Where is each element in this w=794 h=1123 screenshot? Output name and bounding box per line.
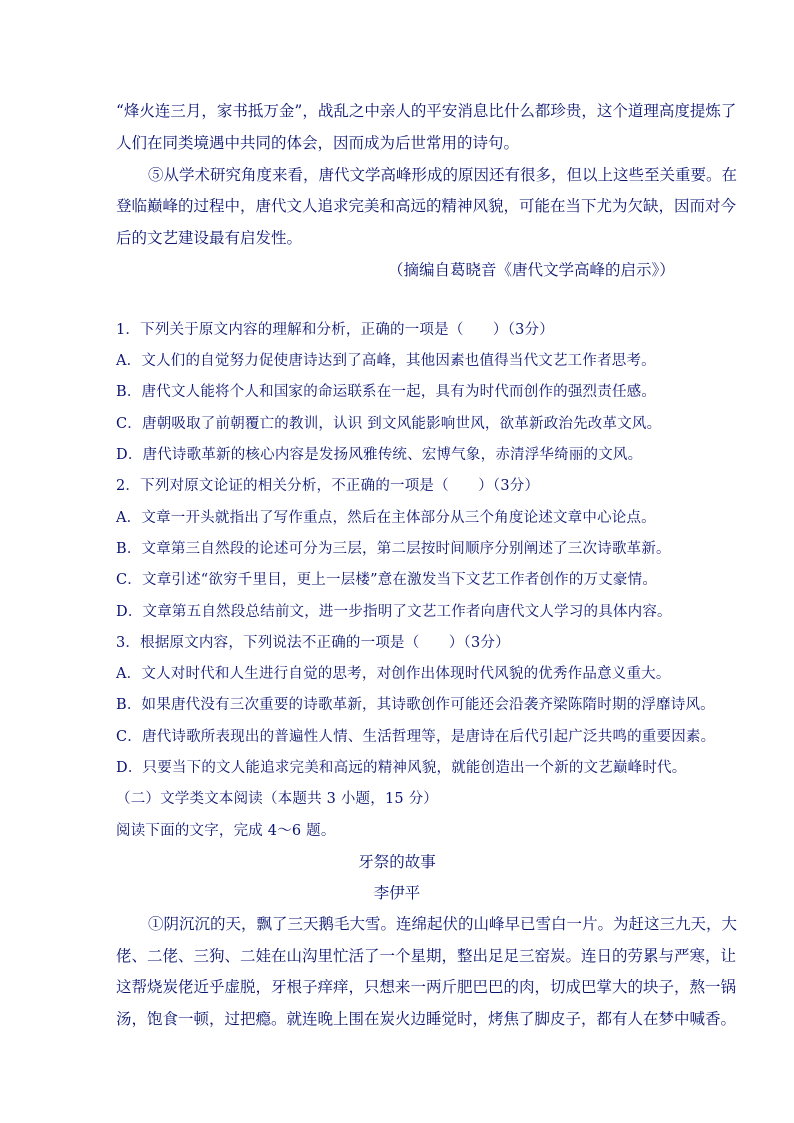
passage-paragraph-5-line-2: 登临巅峰的过程中，唐代文人追求完美和高远的精神风貌，可能在当下尤为欠缺，因而对今 <box>116 197 737 215</box>
passage-paragraph-5-line-1: ⑤从学术研究角度来看，唐代文学高峰形成的原因还有很多，但以上这些至关重要。在 <box>148 166 738 184</box>
passage-line-2: 人们在同类境遇中共同的体会，因而成为后世常用的诗句。 <box>116 134 520 152</box>
question-2-option-c: C．文章引述“欲穷千里目，更上一层楼”意在激发当下文艺工作者创作的万丈豪情。 <box>116 572 658 588</box>
question-3-option-c: C．唐代诗歌所表现出的普遍性人情、生活哲理等，是唐诗在后代引起广泛共鸣的重要因素。 <box>116 729 716 745</box>
passage-line-1: “烽火连三月，家书抵万金”，战乱之中亲人的平安消息比什么都珍贵，这个道理高度提炼了 <box>116 102 737 120</box>
question-2-option-a: A．文章一开头就指出了写作重点，然后在主体部分从三个角度论述文章中心论点。 <box>116 510 656 526</box>
story-title: 牙祭的故事 <box>358 853 436 871</box>
section-2-heading: （二）文学类文本阅读（本题共 3 小题，15 分） <box>116 791 439 807</box>
story-paragraph-1-line-2: 佬、二佬、三狗、二娃在山沟里忙活了一个星期，整出足足三窑炭。连日的劳累与严寒，让 <box>116 947 737 965</box>
question-2-option-b: B．文章第三自然段的论述可分为三层，第二层按时间顺序分别阐述了三次诗歌革新。 <box>116 541 671 557</box>
section-2-instruction: 阅读下面的文字，完成 4～6 题。 <box>116 823 336 839</box>
story-paragraph-1-line-3: 这帮烧炭佬近乎虚脱，牙根子痒痒，只想来一两斤肥巴巴的肉，切成巴掌大的块子，熬一锅 <box>116 978 737 996</box>
question-1-option-c: C．唐朝吸取了前朝覆亡的教训，认识 到文风能影响世风，欲革新政治先改革文风。 <box>116 416 662 432</box>
question-3-option-d: D．只要当下的文人能追求完美和高远的精神风貌，就能创造出一个新的文艺巅峰时代。 <box>116 760 687 776</box>
question-1-option-b: B．唐代文人能将个人和国家的命运联系在一起，具有为时代而创作的强烈责任感。 <box>116 384 657 400</box>
question-1-option-a: A．文人们的自觉努力促使唐诗达到了高峰，其他因素也值得当代文艺工作者思考。 <box>116 353 656 369</box>
question-3-stem: 3．根据原文内容，下列说法不正确的一项是（ ）（3分） <box>116 635 510 651</box>
passage-paragraph-5-line-3: 后的文艺建设最有启发性。 <box>116 229 303 247</box>
question-1-stem: 1．下列关于原文内容的理解和分析，正确的一项是（ ）（3分） <box>116 322 554 338</box>
story-author: 李伊平 <box>373 884 421 902</box>
question-2-stem: 2．下列对原文论证的相关分析，不正确的一项是（ ）（3分） <box>116 478 540 494</box>
question-3-option-a: A．文人对时代和人生进行自觉的思考，对创作出体现时代风貌的优秀作品意义重大。 <box>116 666 671 682</box>
story-paragraph-1-line-1: ①阴沉沉的天，飘了三天鹅毛大雪。连绵起伏的山峰早已雪白一片。为赶这三九天，大 <box>148 915 738 933</box>
question-1-option-d: D．唐代诗歌革新的核心内容是发扬风雅传统、宏博气象，赤清浮华绮丽的文风。 <box>116 447 643 463</box>
passage-source: （摘编自葛晓音《唐代文学高峰的启示》） <box>388 261 675 279</box>
story-paragraph-1-line-4: 汤，饱食一顿，过把瘾。就连晚上围在炭火边睡觉时，烤焦了脚皮子，都有人在梦中喊香。 <box>116 1010 737 1028</box>
question-3-option-b: B．如果唐代没有三次重要的诗歌革新，其诗歌创作可能还会沿袭齐梁陈隋时期的浮靡诗风。 <box>116 697 715 713</box>
question-2-option-d: D．文章第五自然段总结前文，进一步指明了文艺工作者向唐代文人学习的具体内容。 <box>116 604 672 620</box>
